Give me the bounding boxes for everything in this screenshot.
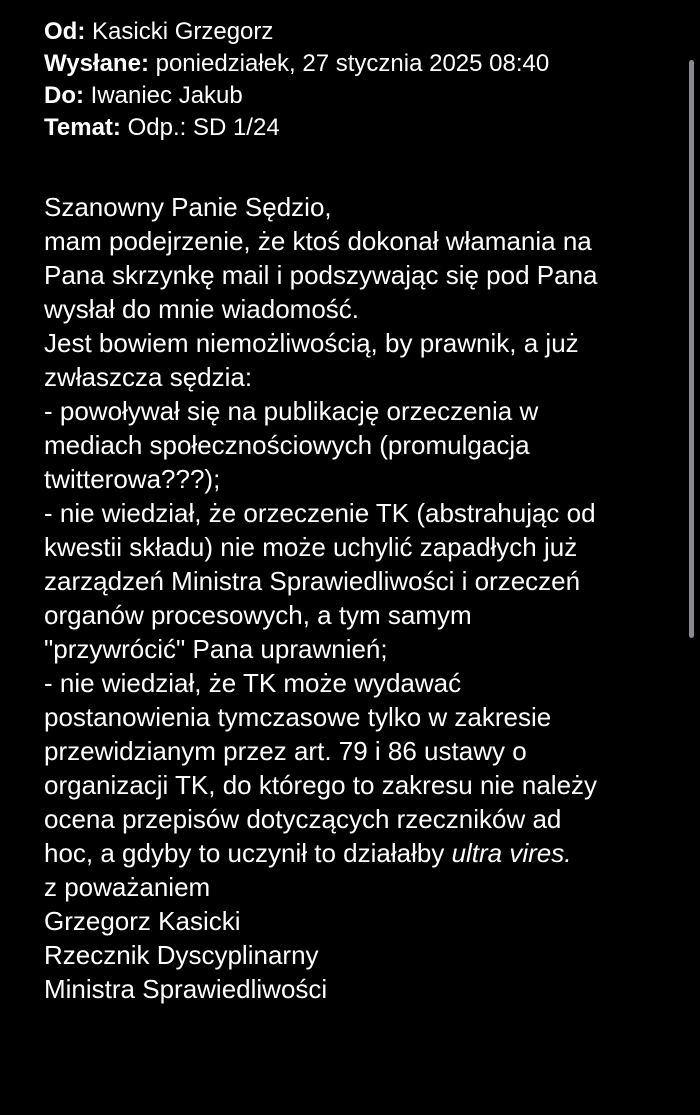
ultra-vires-italic: ultra vires. xyxy=(451,838,572,868)
body-line: organizacji TK, do którego to zakresu nie należy xyxy=(44,770,598,800)
email-header xyxy=(44,16,549,144)
body-line-hoc xyxy=(44,836,674,870)
body-line: - nie wiedział, że TK może wydawać xyxy=(44,668,462,698)
body-line: - nie wiedział, że orzeczenie TK (abstrahując od xyxy=(44,498,596,528)
body-line: Szanowny Panie Sędzio, xyxy=(44,192,332,222)
body-line: przewidzianym przez art. 79 i 86 ustawy o xyxy=(44,736,527,766)
body-line: kwestii składu) nie może uchylić zapadłych już xyxy=(44,532,578,562)
subject-row xyxy=(44,112,549,144)
from-row xyxy=(44,16,549,48)
body-line: Jest bowiem niemożliwością, by prawnik, a już xyxy=(44,328,579,358)
to-label: Do: xyxy=(44,82,84,109)
body-line: organów procesowych, a tym samym xyxy=(44,600,472,630)
signature-name: Grzegorz Kasicki xyxy=(44,906,241,936)
email-body xyxy=(44,190,674,1006)
body-line: mam podejrzenie, że ktoś dokonał włamania na xyxy=(44,226,592,256)
body-line: Pana skrzynkę mail i podszywając się pod Pana xyxy=(44,260,598,290)
subject-label: Temat: xyxy=(44,114,121,141)
body-line: ocena przepisów dotyczących rzeczników ad xyxy=(44,804,562,834)
body-line: mediach społecznościowych (promulgacja xyxy=(44,430,530,460)
vertical-scrollbar[interactable] xyxy=(689,60,694,638)
signature-title: Rzecznik Dyscyplinarny xyxy=(44,940,319,970)
closing: z poważaniem xyxy=(44,872,211,902)
hoc-text: hoc, a gdyby to uczynił to działałby xyxy=(44,838,452,868)
sent-label: Wysłane: xyxy=(44,50,149,77)
from-value[interactable]: Kasicki Grzegorz xyxy=(92,18,274,45)
from-label: Od: xyxy=(44,18,86,45)
body-line: zarządzeń Ministra Sprawiedliwości i orzeczeń xyxy=(44,566,581,596)
to-value[interactable]: Iwaniec Jakub xyxy=(90,82,243,109)
sent-value: poniedziałek, 27 stycznia 2025 08:40 xyxy=(155,50,550,77)
sent-row xyxy=(44,48,549,80)
body-line: twitterowa???); xyxy=(44,464,221,494)
body-line: zwłaszcza sędzia: xyxy=(44,362,253,392)
body-line: wysłał do mnie wiadomość. xyxy=(44,294,360,324)
subject-value: Odp.: SD 1/24 xyxy=(127,114,280,141)
to-row xyxy=(44,80,549,112)
body-line: - powoływał się na publikację orzeczenia w xyxy=(44,396,539,426)
body-line: "przywrócić" Pana uprawnień; xyxy=(44,634,388,664)
signature-title-ministry: Ministra Sprawiedliwości xyxy=(44,974,328,1004)
body-line: postanowienia tymczasowe tylko w zakresie xyxy=(44,702,552,732)
